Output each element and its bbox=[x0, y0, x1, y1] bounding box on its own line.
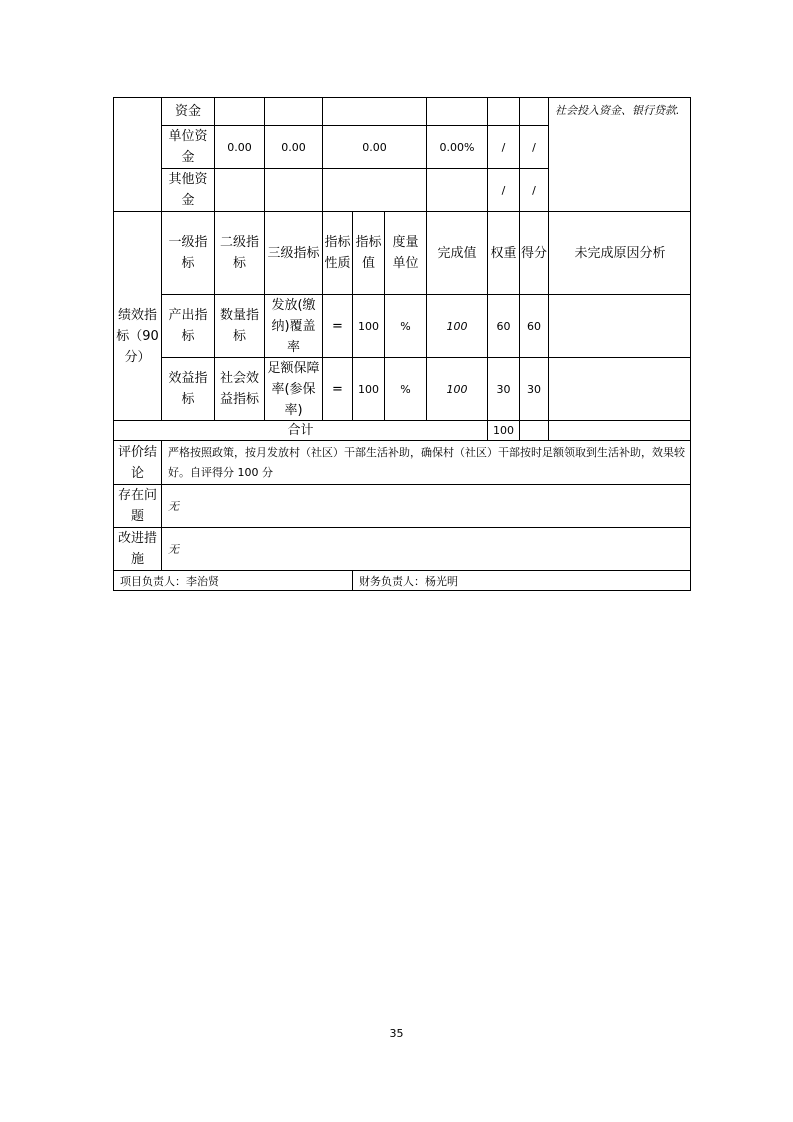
row2-unit: % bbox=[384, 357, 426, 420]
row2-actual: 100 bbox=[426, 357, 487, 420]
unit-funds-rate: 0.00% bbox=[426, 125, 487, 168]
page-number: 35 bbox=[389, 1027, 404, 1040]
improvements-text: 无 bbox=[161, 527, 691, 570]
header-actual: 完成值 bbox=[426, 211, 487, 294]
header-score: 得分 bbox=[519, 211, 548, 294]
total-value: 100 bbox=[487, 420, 519, 440]
performance-section-label: 绩效指标（90分） bbox=[113, 211, 161, 420]
other-funds-cell bbox=[264, 168, 322, 211]
header-unit: 度量单位 bbox=[384, 211, 426, 294]
zijin-cell-2 bbox=[264, 97, 322, 125]
zijin-cell-5 bbox=[487, 97, 519, 125]
project-lead: 项目负责人：李治贤 bbox=[113, 570, 352, 591]
row2-nature: = bbox=[322, 357, 352, 420]
other-funds-label: 其他资金 bbox=[161, 168, 214, 211]
header-reason: 未完成原因分析 bbox=[548, 211, 691, 294]
evaluation-text: 严格按照政策，按月发放村（社区）干部生活补助，确保村（社区）干部按时足额领取到生活补助，效果较好。自评得分 100 分 bbox=[161, 440, 691, 484]
row1-level3: 发放(缴纳)覆盖率 bbox=[264, 294, 322, 357]
header-level1: 一级指标 bbox=[161, 211, 214, 294]
row1-nature: = bbox=[322, 294, 352, 357]
unit-funds-slash: / bbox=[487, 125, 519, 168]
performance-table bbox=[113, 97, 691, 591]
row2-weight: 30 bbox=[487, 357, 519, 420]
row2-score: 30 bbox=[519, 357, 548, 420]
fund-section-blank bbox=[113, 97, 161, 211]
finance-lead: 财务负责人：杨光明 bbox=[352, 570, 691, 591]
row2-level1: 效益指标 bbox=[161, 357, 214, 420]
problems-label: 存在问题 bbox=[113, 484, 161, 527]
zijin-cell-3 bbox=[322, 97, 426, 125]
row1-target: 100 bbox=[352, 294, 384, 357]
unit-funds-value: 0.00 bbox=[264, 125, 322, 168]
row1-weight: 60 bbox=[487, 294, 519, 357]
unit-funds-value: 0.00 bbox=[214, 125, 264, 168]
other-funds-cell bbox=[322, 168, 426, 211]
header-target: 指标值 bbox=[352, 211, 384, 294]
header-weight: 权重 bbox=[487, 211, 519, 294]
zijin-cell-6 bbox=[519, 97, 548, 125]
row2-target: 100 bbox=[352, 357, 384, 420]
zijin-label: 资金 bbox=[161, 97, 214, 125]
improvements-label: 改进措施 bbox=[113, 527, 161, 570]
row2-level2: 社会效益指标 bbox=[214, 357, 264, 420]
zijin-cell-1 bbox=[214, 97, 264, 125]
row1-unit: % bbox=[384, 294, 426, 357]
unit-funds-label: 单位资金 bbox=[161, 125, 214, 168]
unit-funds-value: 0.00 bbox=[322, 125, 426, 168]
header-nature: 指标性质 bbox=[322, 211, 352, 294]
header-level3: 三级指标 bbox=[264, 211, 322, 294]
total-score-blank bbox=[519, 420, 548, 440]
side-note: 社会投入资金、银行贷款. bbox=[548, 97, 691, 211]
other-funds-slash: / bbox=[519, 168, 548, 211]
evaluation-label: 评价结论 bbox=[113, 440, 161, 484]
header-level2: 二级指标 bbox=[214, 211, 264, 294]
total-label: 合计 bbox=[113, 420, 487, 440]
row1-score: 60 bbox=[519, 294, 548, 357]
row1-reason bbox=[548, 294, 691, 357]
other-funds-slash: / bbox=[487, 168, 519, 211]
row2-level3: 足额保障率(参保率) bbox=[264, 357, 322, 420]
problems-text: 无 bbox=[161, 484, 691, 527]
row1-actual: 100 bbox=[426, 294, 487, 357]
other-funds-cell bbox=[426, 168, 487, 211]
row2-reason bbox=[548, 357, 691, 420]
other-funds-cell bbox=[214, 168, 264, 211]
zijin-cell-4 bbox=[426, 97, 487, 125]
row1-level2: 数量指标 bbox=[214, 294, 264, 357]
total-reason-blank bbox=[548, 420, 691, 440]
row1-level1: 产出指标 bbox=[161, 294, 214, 357]
unit-funds-slash: / bbox=[519, 125, 548, 168]
